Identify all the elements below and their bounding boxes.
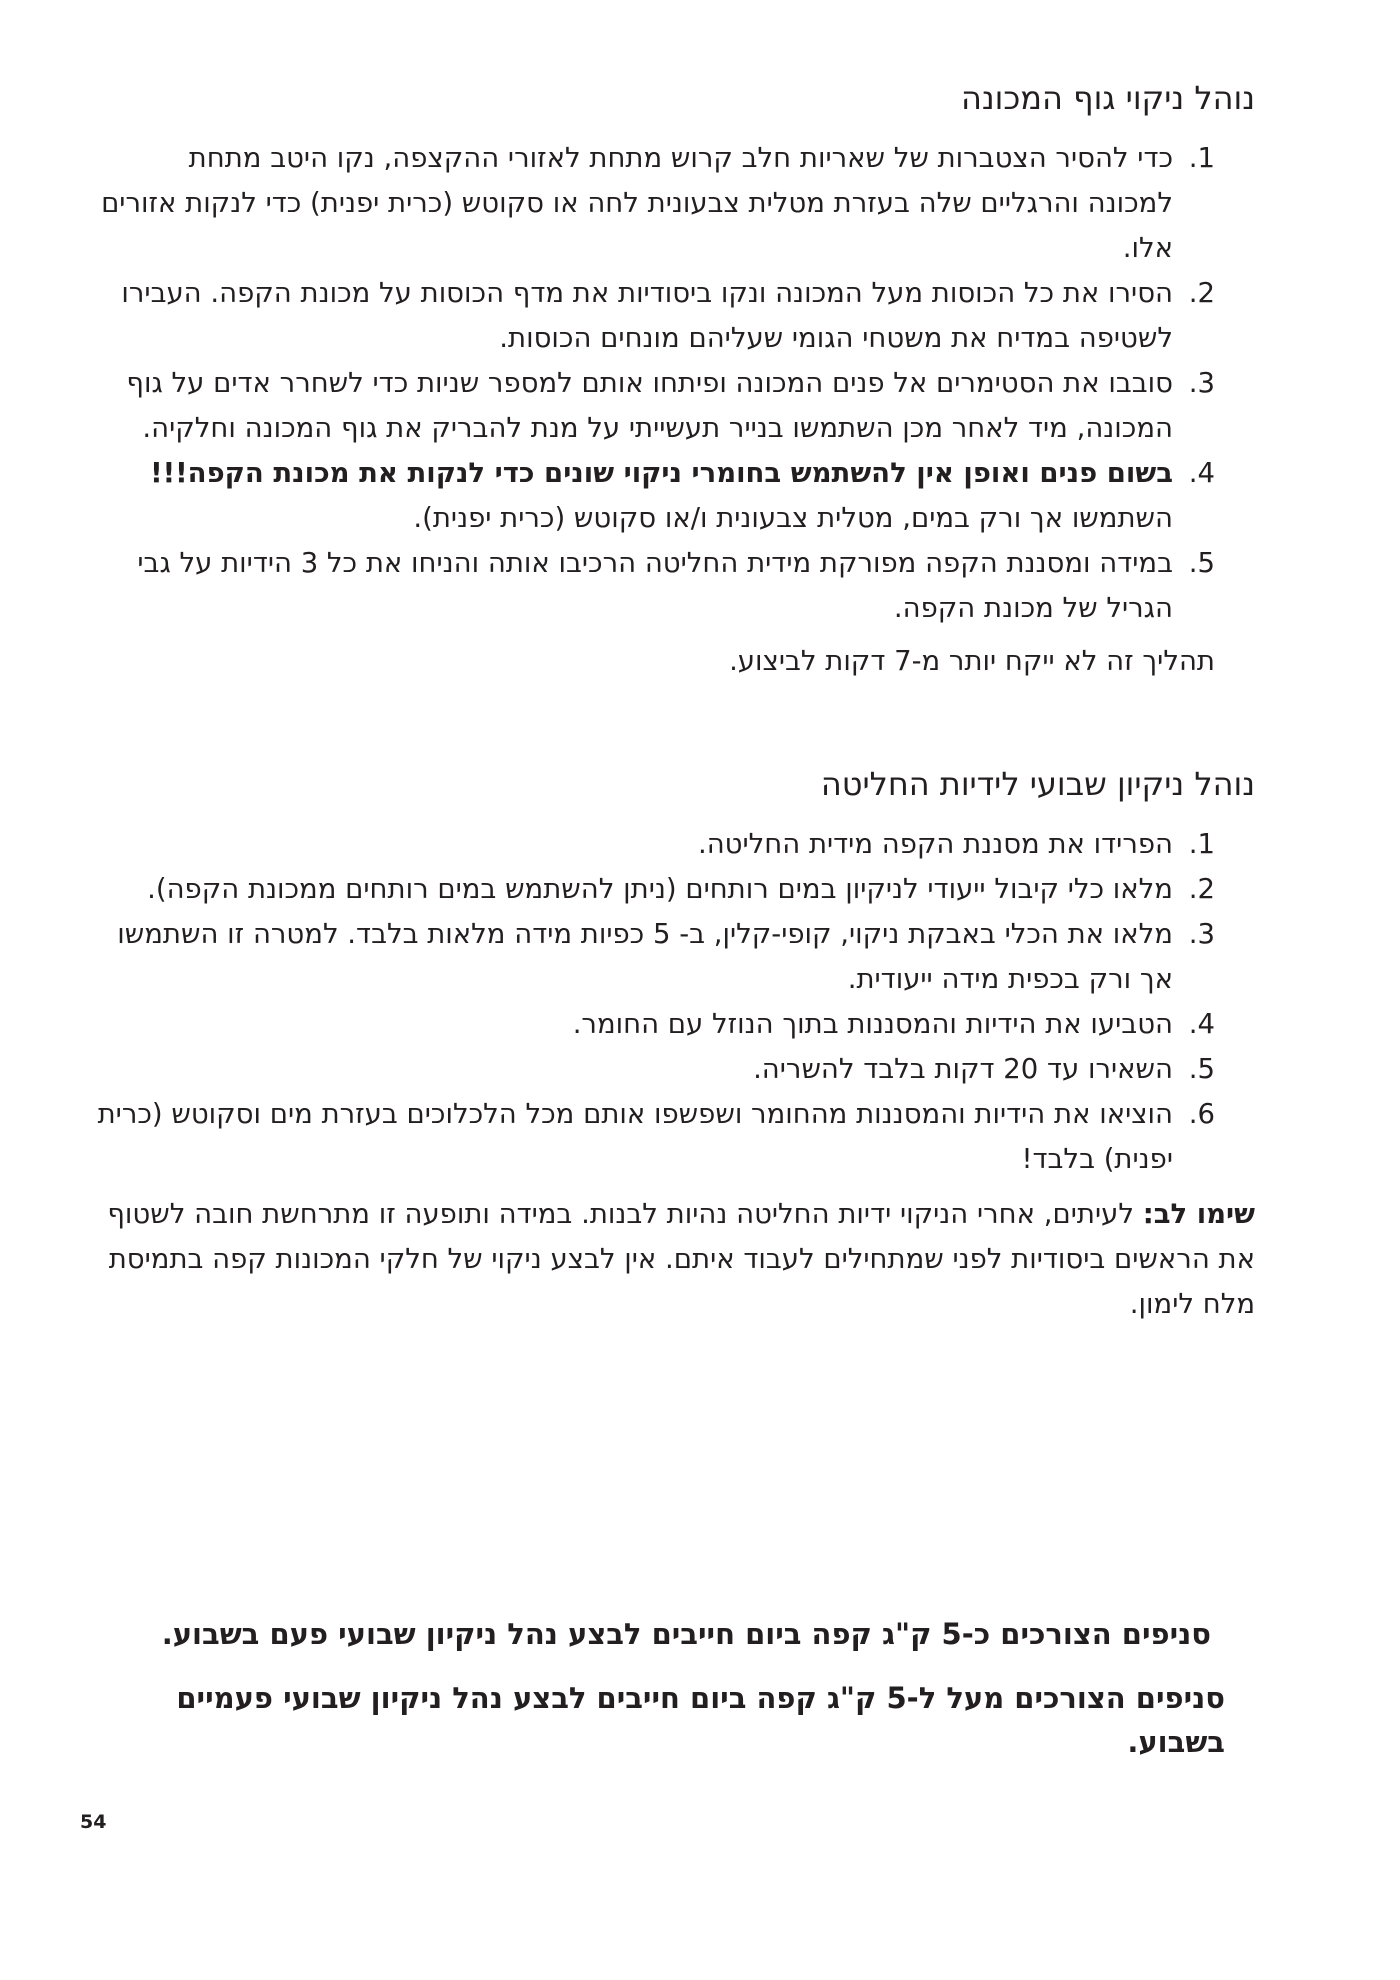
weekly-handle-steps-list bbox=[95, 822, 1255, 1182]
step-text: הטביעו את הידיות והמסננות בתוך הנוזל עם החומר. bbox=[572, 1008, 1173, 1040]
list-item bbox=[95, 451, 1215, 541]
machine-body-cleaning-section bbox=[95, 74, 1255, 684]
step-number: 6. bbox=[1188, 1098, 1215, 1130]
step-text: הוציאו את הידיות והמסננות מהחומר ושפשפו אותם מכל הלכלוכים בעזרת מים וסקוטש (כרית יפנית) בלבד! bbox=[97, 1098, 1173, 1175]
attention-note bbox=[95, 1192, 1255, 1327]
list-item bbox=[95, 1047, 1215, 1092]
duration-note: תהליך זה לא ייקח יותר מ-7 דקות לביצוע. bbox=[729, 645, 1215, 677]
step-text: סובבו את הסטימרים אל פנים המכונה ופיתחו אותם למספר שניות כדי לשחרר אדים על גוף המכונה, מיד לאחר מכן השתמשו בנייר תעשייתי על מנת להבריק את גוף המכונה וחלקיה. bbox=[126, 367, 1173, 444]
step-number: 4. bbox=[1188, 1008, 1215, 1040]
step-number: 5. bbox=[1188, 547, 1215, 579]
step-text: השתמשו אך ורק במים, מטלית צבעונית ו/או סקוטש (כרית יפנית). bbox=[413, 502, 1173, 534]
list-item bbox=[95, 271, 1215, 361]
page-number: 54 bbox=[80, 1811, 107, 1833]
list-item bbox=[95, 1002, 1215, 1047]
step-text: מלאו את הכלי באבקת ניקוי, קופי-קלין, ב- 5 כפיות מידה מלאות בלבד. למטרה זו השתמשו אך ורק בכפית מידה ייעודית. bbox=[117, 918, 1173, 995]
list-item bbox=[95, 136, 1215, 271]
attention-label: שימו לב: bbox=[1142, 1198, 1255, 1230]
step-number: 1. bbox=[1188, 142, 1215, 174]
step-text: הפרידו את מסננת הקפה מידית החליטה. bbox=[697, 828, 1173, 860]
notice-twice-weekly: סניפים הצורכים מעל ל-5 ק"ג קפה ביום חייבים לבצע נהל ניקיון שבועי פעמיים בשבוע. bbox=[176, 1681, 1225, 1759]
step-text: הסירו את כל הכוסות מעל המכונה ונקו ביסודיות את מדף הכוסות על מכונת הקפה. העבירו לשטיפה במדיח את משטחי הגומי שעליהם מונחים הכוסות. bbox=[121, 277, 1173, 354]
notice-once-weekly: סניפים הצורכים כ-5 ק"ג קפה ביום חייבים לבצע נהל ניקיון שבועי פעם בשבוע. bbox=[161, 1617, 1211, 1651]
step-text: במידה ומסננת הקפה מפורקת מידית החליטה הרכיבו אותה והניחו את כל 3 הידיות על גבי הגריל של מכונת הקפה. bbox=[137, 547, 1173, 624]
frequency-notices bbox=[95, 1612, 1255, 1784]
step-number: 1. bbox=[1188, 828, 1215, 860]
main-content bbox=[95, 74, 1255, 1327]
step-number: 3. bbox=[1188, 918, 1215, 950]
step-number: 5. bbox=[1188, 1053, 1215, 1085]
step-number: 2. bbox=[1188, 277, 1215, 309]
section-title-weekly-handles: נוהל ניקיון שבועי לידיות החליטה bbox=[820, 765, 1255, 803]
list-item bbox=[95, 867, 1215, 912]
step-text: כדי להסיר הצטברות של שאריות חלב קרוש מתחת לאזורי ההקצפה, נקו היטב מתחת למכונה והרגליים שלה בעזרת מטלית צבעונית לחה או סקוטש (כרית יפנית) כדי לנקות אזורים אלו. bbox=[101, 142, 1173, 264]
step-text: מלאו כלי קיבול ייעודי לניקיון במים רותחים (ניתן להשתמש במים רותחים ממכונת הקפה). bbox=[147, 873, 1173, 905]
list-item bbox=[95, 361, 1215, 451]
section-title-machine-body: נוהל ניקוי גוף המכונה bbox=[960, 79, 1255, 117]
list-item bbox=[95, 822, 1215, 867]
list-item bbox=[95, 1092, 1215, 1182]
attention-text: לעיתים, אחרי הניקוי ידיות החליטה נהיות לבנות. במידה ותופעה זו מתרחשת חובה לשטוף את הראשים ביסודיות לפני שמתחילים לעבוד איתם. אין לבצע ניקוי של חלקי המכונות קפה בתמיסת מלח לימון. bbox=[107, 1198, 1255, 1320]
warning-text: בשום פנים ואופן אין להשתמש בחומרי ניקוי שונים כדי לנקות את מכונת הקפה!!! bbox=[150, 457, 1173, 489]
step-number: 2. bbox=[1188, 873, 1215, 905]
step-text: השאירו עד 20 דקות בלבד להשריה. bbox=[753, 1053, 1173, 1085]
step-number: 4. bbox=[1188, 457, 1215, 489]
list-item bbox=[95, 912, 1215, 1002]
step-number: 3. bbox=[1188, 367, 1215, 399]
machine-body-steps-list bbox=[95, 136, 1255, 631]
list-item bbox=[95, 541, 1215, 631]
weekly-handle-cleaning-section bbox=[95, 760, 1255, 1327]
